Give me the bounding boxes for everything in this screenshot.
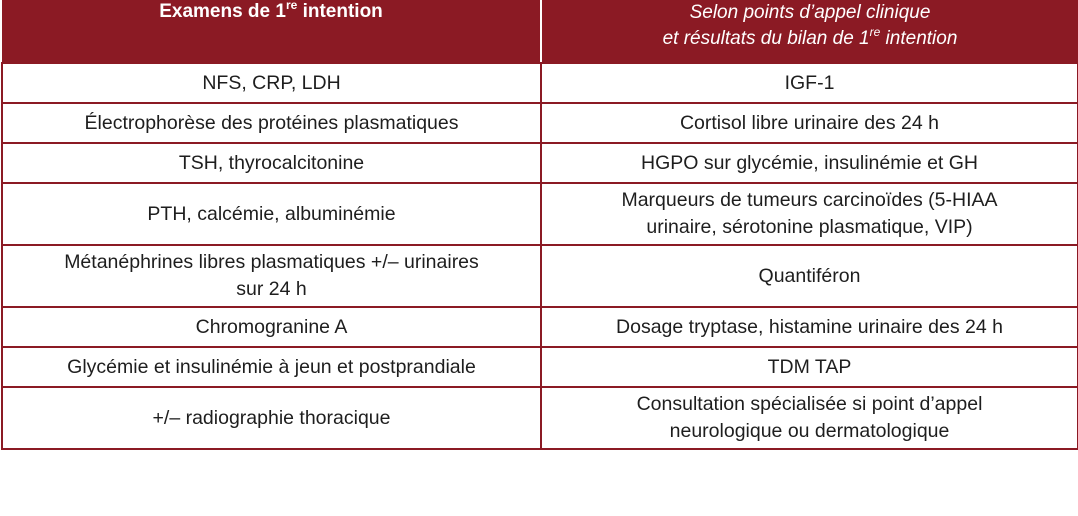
table-row xyxy=(2,387,1078,449)
table-row xyxy=(2,143,1078,183)
header-clinical-points-line1: Selon points d’appel clinique xyxy=(689,2,931,23)
table-row xyxy=(2,307,1078,347)
cell-text-line: HGPO sur glycémie, insulinémie et GH xyxy=(640,151,979,174)
table-row xyxy=(2,103,1078,143)
table-cell-right xyxy=(541,347,1078,387)
table-cell-right xyxy=(541,103,1078,143)
table-cell-left xyxy=(2,307,541,347)
table-cell-left xyxy=(2,143,541,183)
cell-text-line: Électrophorèse des protéines plasmatiques xyxy=(84,111,459,134)
cell-text-line: NFS, CRP, LDH xyxy=(202,71,341,94)
table-cell-left xyxy=(2,347,541,387)
exams-table xyxy=(1,0,1078,450)
table-cell-right xyxy=(541,63,1078,103)
table-cell-left xyxy=(2,387,541,449)
header-first-intention-sup: re xyxy=(285,0,298,12)
table-cell-right xyxy=(541,183,1078,245)
table-cell-left xyxy=(2,245,541,307)
cell-text-line: sur 24 h xyxy=(236,278,307,300)
header-clinical-points-line2-suffix: intention xyxy=(880,28,958,49)
header-first-intention xyxy=(2,0,541,63)
header-first-intention-suffix: intention xyxy=(297,1,383,22)
cell-text-line: TSH, thyrocalcitonine xyxy=(178,151,365,174)
cell-text-line: IGF-1 xyxy=(784,71,835,94)
cell-text-line: Cortisol libre urinaire des 24 h xyxy=(679,111,940,134)
cell-text-line: Marqueurs de tumeurs carcinoïdes (5-HIAA xyxy=(621,189,998,211)
cell-text-line: Quantiféron xyxy=(758,264,861,287)
table-row xyxy=(2,183,1078,245)
table-cell-right xyxy=(541,387,1078,449)
header-first-intention-text: Examens de 1 xyxy=(159,1,286,22)
table-row xyxy=(2,347,1078,387)
header-clinical-points-line2-sup: re xyxy=(869,24,881,39)
cell-text-line: TDM TAP xyxy=(767,355,852,378)
cell-text-line: Dosage tryptase, histamine urinaire des 24 h xyxy=(616,315,1003,338)
cell-text-line: urinaire, sérotonine plasmatique, VIP) xyxy=(646,216,973,238)
table-header-row xyxy=(2,0,1078,63)
cell-text-line: PTH, calcémie, albuminémie xyxy=(147,202,396,225)
table-cell-right xyxy=(541,307,1078,347)
header-clinical-points-line2 xyxy=(542,26,1078,52)
cell-text-line: +/– radiographie thoracique xyxy=(152,406,391,429)
table-cell-left xyxy=(2,103,541,143)
table-cell-left xyxy=(2,63,541,103)
cell-text-line: Consultation spécialisée si point d’appel xyxy=(636,393,983,415)
cell-text-line: Glycémie et insulinémie à jeun et postprandiale xyxy=(67,355,476,378)
header-clinical-points xyxy=(541,0,1078,63)
table-row xyxy=(2,63,1078,103)
cell-text-line: Métanéphrines libres plasmatiques +/– urinaires xyxy=(64,251,479,273)
table-row xyxy=(2,245,1078,307)
header-clinical-points-line2-text: et résultats du bilan de 1 xyxy=(662,28,870,49)
table-cell-right xyxy=(541,245,1078,307)
table-cell-right xyxy=(541,143,1078,183)
cell-text-line: neurologique ou dermatologique xyxy=(669,420,950,442)
table-cell-left xyxy=(2,183,541,245)
cell-text-line: Chromogranine A xyxy=(195,315,348,338)
table-body xyxy=(2,63,1078,449)
